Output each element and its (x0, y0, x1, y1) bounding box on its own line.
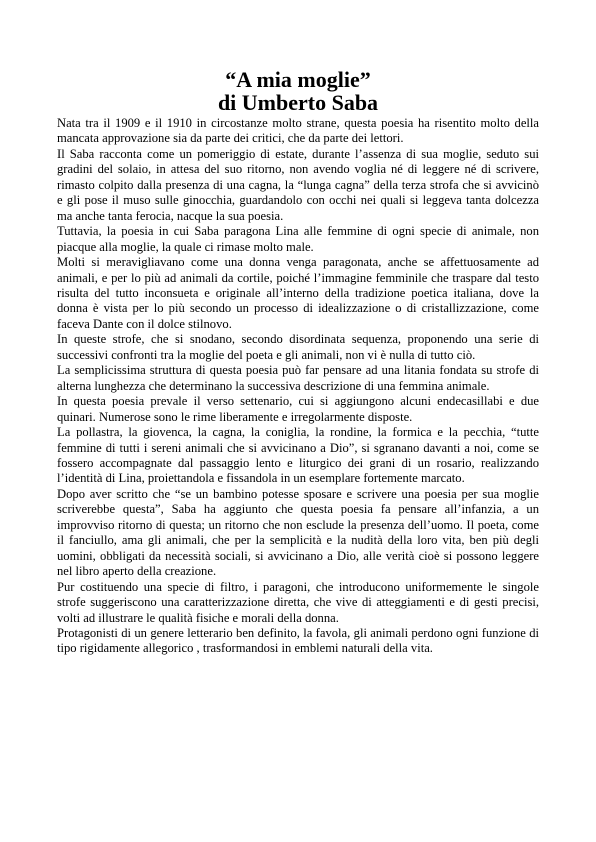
paragraph: Tuttavia, la poesia in cui Saba paragona Lina alle femmine di ogni specie di animale, non piacque alla moglie, la quale ci rimase molto male. (57, 224, 539, 254)
paragraph: In questa poesia prevale il verso settenario, cui si aggiungono alcuni endecasillabi e due quinari. Numerose sono le rime liberamente e irregolarmente disposte. (57, 394, 539, 424)
document-title (57, 68, 539, 114)
paragraph: La pollastra, la giovenca, la cagna, la coniglia, la rondine, la formica e la pecchia, “tutte femmine di tutti i sereni animali che si avvicinano a Dio”, si sgranano davanti a noi, come se fossero accompagnate dal passaggio lento e liturgico dei grani di un rosario, realizzando l’identità di Lina, proiettandola e fissandola in un esemplare fortemente marcato. (57, 425, 539, 486)
title-line-author: di Umberto Saba (217, 90, 379, 115)
document-page (57, 68, 539, 657)
paragraph: In queste strofe, che si snodano, secondo disordinata sequenza, proponendo una serie di successivi confronti tra la moglie del poeta e gli animali, non vi è nulla di tutto ciò. (57, 332, 539, 362)
document-body (57, 116, 539, 657)
paragraph: Pur costituendo una specie di filtro, i paragoni, che introducono uniformemente le singole strofe suggeriscono una caratterizzazione diretta, che vive di atteggiamenti e di gesti precisi, volti ad illustrare le qualità fisiche e morali della donna. (57, 579, 539, 625)
paragraph: Dopo aver scritto che “se un bambino potesse sposare e scrivere una poesia per sua moglie scriverebbe questa”, Saba ha aggiunto che questa poesia fa pensare all’infanzia, a un improvviso ritorno di questa; un ritorno che non esclude la presenza dell’uomo. Il poeta, come il fanciullo, ama gli animali, che per la semplicità e la nudità della loro vita, ben più degli uomini, obbligati da necessità sociali, si avvicinano a Dio, alle verità cioè si possono leggere nel libro aperto della creazione. (57, 486, 539, 579)
paragraph: Protagonisti di un genere letterario ben definito, la favola, gli animali perdono ogni funzione di tipo rigidamente allegorico , trasformandosi in emblemi naturali della vita. (57, 625, 539, 656)
title-line-poem: “A mia moglie” (225, 67, 371, 92)
paragraph: La semplicissima struttura di questa poesia può far pensare ad una litania fondata su strofe di alterna lunghezza che determinano la successiva descrizione di una femmina animale. (57, 363, 539, 393)
paragraph: Il Saba racconta come un pomeriggio di estate, durante l’assenza di sua moglie, seduto sui gradini del solaio, in attesa del suo ritorno, non avendo voglia né di leggere né di scrivere, rimasto colpito dalla presenza di una cagna, la “lunga cagna” della terza strofa che si avvicinò e gli pose il muso sulle ginocchia, guardandolo con occhi nei quali si leggeva tanta dolcezza ma anche tanta ferocia, nacque la sua poesia. (57, 146, 539, 223)
paragraph: Molti si meravigliavano come una donna venga paragonata, anche se affettuosamente ad animali, e per lo più ad animali da cortile, poiché l’immagine femminile che traspare dal testo risulta del tutto inconsueta e originale all’interno della tradizione poetica italiana, dove la donna è vista per lo più secondo un processo di idealizzazione o di cristallizzazione, come faceva Dante con il dolce stilnovo. (57, 255, 539, 331)
paragraph: Nata tra il 1909 e il 1910 in circostanze molto strane, questa poesia ha risentito molto della mancata approvazione sia da parte dei critici, che da parte dei lettori. (57, 116, 539, 146)
